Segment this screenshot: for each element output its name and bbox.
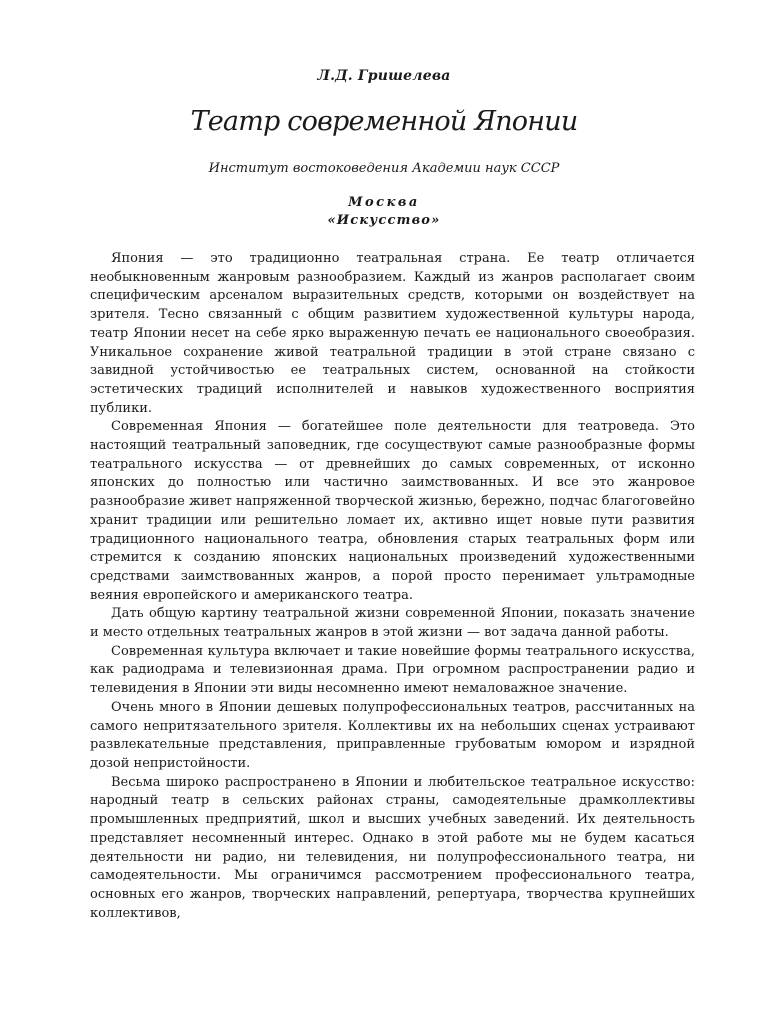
paragraph: Весьма широко распространено в Японии и любительское театральное искусство: народный театр в сельских районах страны, самодеятельные драмколлективы промышленных предприятий, школ и высших учебных заведений. Их деятельность представляет несомненный интерес. Однако в этой работе мы не будем касаться деятельности ни радио, ни телевидения, ни полупрофессионального театра, ни самодеятельности. Мы ограничимся рассмотрением профессионального театра, основных его жанров, творческих направлений, репертуара, творчества крупнейших коллективов,	[90, 774, 695, 921]
paragraph: Современная Япония — богатейшее поле деятельности для театроведа. Это настоящий театральный заповедник, где сосуществуют самые разнообразные формы театрального искусства — от древнейших до самых современных, от исконно японских до полностью или частично заимствованных. И все это жанровое разнообразие живет напряженной творческой жизнью, бережно, подчас благоговейно хранит традиции или решительно ломает их, активно ищет новые пути развития традиционного национального театра, обновления старых театральных форм или стремится к созданию японских национальных произведений художественными средствами заимствованных жанров, а порой просто перенимает ультрамодные веяния европейского и американского театра.	[90, 419, 695, 603]
book-title: Театр современной Японии	[190, 106, 578, 137]
institute-name: Институт востоковедения Академии наук СССР	[208, 161, 560, 176]
paragraph: Дать общую картину театральной жизни современной Японии, показать значение и место отдельных театральных жанров в этой жизни — вот задача данной работы.	[90, 606, 695, 641]
paragraph: Очень много в Японии дешевых полупрофессиональных театров, рассчитанных на самого непритязательного зрителя. Коллективы их на небольших сценах устраивают развлекательные представления, приправленные грубоватым юмором и изрядной дозой непристойности.	[90, 699, 695, 771]
author-name: Л.Д. Гришелева	[317, 68, 451, 84]
publisher-name: «Искусство»	[327, 213, 441, 228]
publication-city: Москва	[348, 195, 420, 210]
paragraph: Современная культура включает и такие новейшие формы театрального искусства, как радиодрама и телевизионная драма. При огромном распространении радио и телевидения в Японии эти виды несомненно имеют немаловажное значение.	[90, 643, 695, 697]
body-text	[90, 250, 695, 923]
paragraph: Япония — это традиционно театральная страна. Ее театр отличается необыкновенным жанровым разнообразием. Каждый из жанров располагает своим специфическим арсеналом выразительных средств, которыми он воздействует на зрителя. Тесно связанный с общим развитием художественной культуры народа, театр Японии несет на себе ярко выраженную печать ее национального своеобразия. Уникальное сохранение живой театральной традиции в этой стране связано с завидной устойчивостью ее театральных систем, основанной на стойкости эстетических традиций исполнителей и навыков художественного восприятия публики.	[90, 251, 695, 416]
